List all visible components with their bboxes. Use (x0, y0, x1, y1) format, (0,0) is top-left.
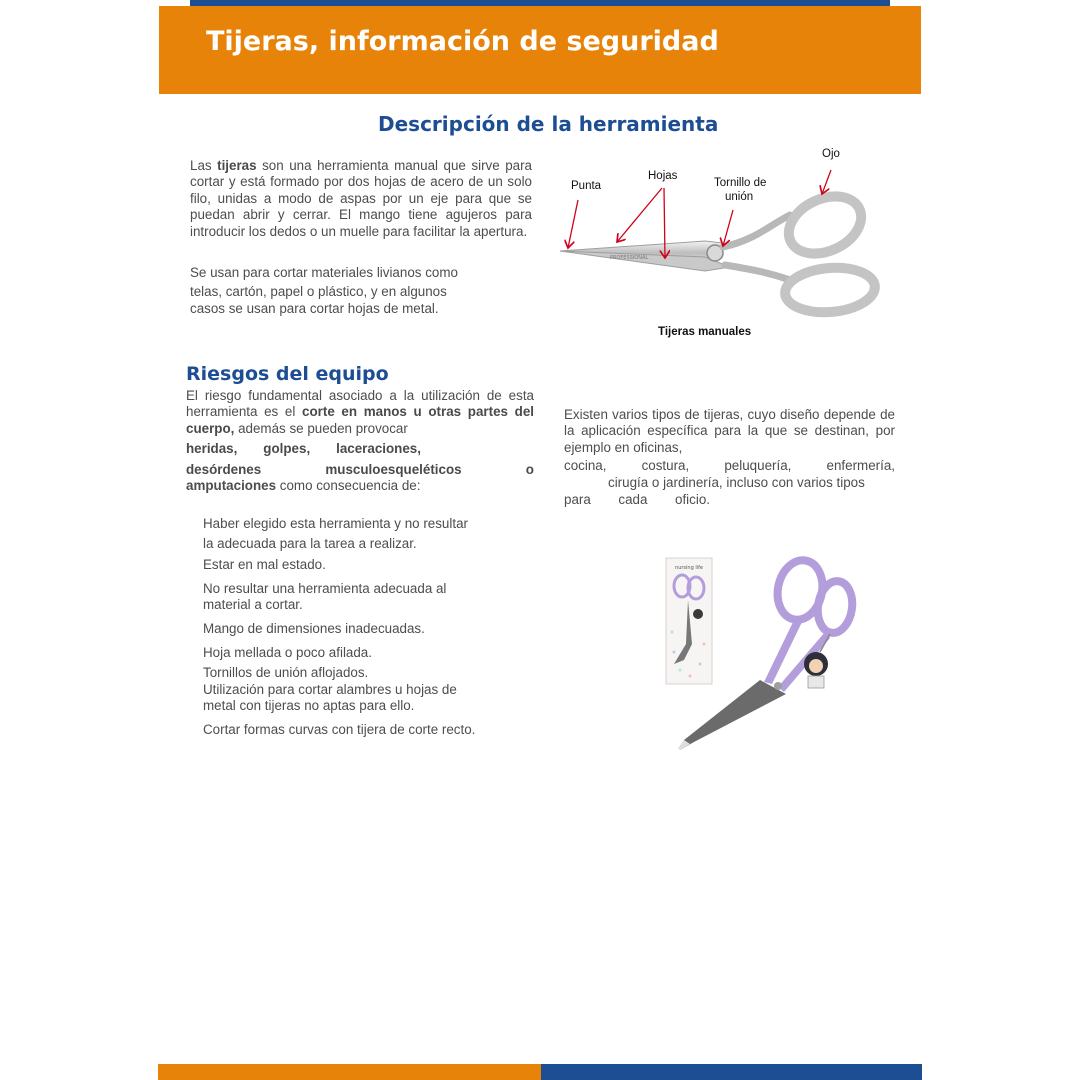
label-tornillo-line2: unión (725, 191, 754, 203)
risk-golpes: golpes, (263, 441, 311, 456)
diagram-caption: Tijeras manuales (658, 326, 752, 338)
risk-desordenes: desórdenes (186, 462, 262, 477)
risk-cause-5: Hoja mellada o poco afilada. (203, 645, 372, 660)
scissors-handle-arm-lower (725, 265, 790, 280)
package-label: nursing life (675, 565, 703, 571)
arrow-hojas-2 (664, 188, 665, 258)
risk-cause-3b: material a cortar. (203, 597, 303, 612)
risk-heridas: heridas, (186, 441, 238, 456)
risk-cause-8: Cortar formas curvas con tijera de corte recto. (203, 722, 476, 737)
scissors-blade (680, 680, 786, 750)
description-line-2: telas, cartón, papel o plástico, y en algunos (190, 284, 447, 299)
type-cada: cada (618, 492, 648, 507)
risk-laceraciones: laceraciones, (336, 441, 421, 456)
charm-face (809, 659, 823, 673)
risk-musculo: musculoesqueléticos (325, 462, 462, 477)
description-title: Descripción de la herramienta (378, 112, 719, 136)
types-line-2 (564, 458, 895, 473)
label-hojas: Hojas (648, 170, 678, 182)
type-oficio: oficio. (675, 492, 710, 507)
arrow-ojo (822, 170, 831, 194)
risks-effects-line (186, 441, 421, 456)
description-line-3: casos se usan para cortar hojas de metal. (190, 301, 439, 316)
blade-engraving: PROFESSIONAL (610, 255, 649, 261)
risk-cause-7a: Utilización para cortar alambres u hojas de (203, 682, 457, 697)
risks-effects-line-2 (186, 462, 534, 477)
risk-cause-4: Mango de dimensiones inadecuadas. (203, 621, 425, 636)
description-line-1: Se usan para cortar materiales livianos como (190, 265, 458, 280)
page-title: Tijeras, información de seguridad (206, 26, 719, 57)
risk-cause-7b: metal con tijeras no aptas para ello. (203, 698, 415, 713)
type-para: para (564, 492, 591, 507)
diagram-arrows (555, 160, 855, 260)
arrow-hojas-1 (617, 188, 662, 242)
description-paragraph: Las tijeras son una herramienta manual que sirve para cortar y está formado por dos hojas de acero de un solo filo, unidas a modo de aspas por un eje para que se puedan abrir y cerrar. El mango tiene agujeros para introducir los dedos o un muelle para facilitar la apertura. (190, 158, 532, 239)
type-cocina: cocina, (564, 458, 607, 473)
risk-cause-3a: No resultar una herramienta adecuada al (203, 581, 447, 596)
label-tornillo-line1: Tornillo de (714, 177, 767, 189)
risks-amputaciones-line: amputaciones como consecuencia de: (186, 478, 421, 493)
scissors-eye-right (815, 579, 856, 635)
risk-cause-2: Estar en mal estado. (203, 557, 326, 572)
types-line-4 (564, 492, 710, 507)
footer-blue-bar (541, 1064, 922, 1080)
risk-cause-6: Tornillos de unión aflojados. (203, 665, 369, 680)
scissors-pivot (774, 682, 782, 690)
risk-cause-1a: Haber elegido esta herramienta y no resultar (203, 516, 468, 531)
risk-cause-1b: la adecuada para la tarea a realizar. (203, 536, 417, 551)
type-enfermeria: enfermería, (826, 458, 895, 473)
nursing-scissors-image (660, 552, 870, 762)
types-paragraph: Existen varios tipos de tijeras, cuyo diseño depende de la aplicación específica para la que se destinan, por ejemplo en oficinas, (564, 407, 895, 455)
risk-o: o (525, 462, 534, 477)
risks-title: Riesgos del equipo (186, 363, 389, 385)
footer-orange-bar (158, 1064, 541, 1080)
type-peluqueria: peluquería, (724, 458, 792, 473)
arrow-punta (568, 200, 578, 248)
arrow-tornillo (723, 210, 733, 246)
type-costura: costura, (641, 458, 690, 473)
label-ojo: Ojo (822, 148, 840, 160)
risks-paragraph: El riesgo fundamental asociado a la utilización de esta herramienta es el corte en manos u otras partes del cuerpo, además se pueden provocar (186, 388, 534, 436)
charm-body (808, 676, 824, 688)
scissors-eye-lower (783, 264, 876, 316)
label-punta: Punta (571, 180, 602, 192)
types-line-3: cirugía o jardinería, incluso con varios tipos (608, 475, 865, 490)
package-charm (693, 609, 703, 619)
